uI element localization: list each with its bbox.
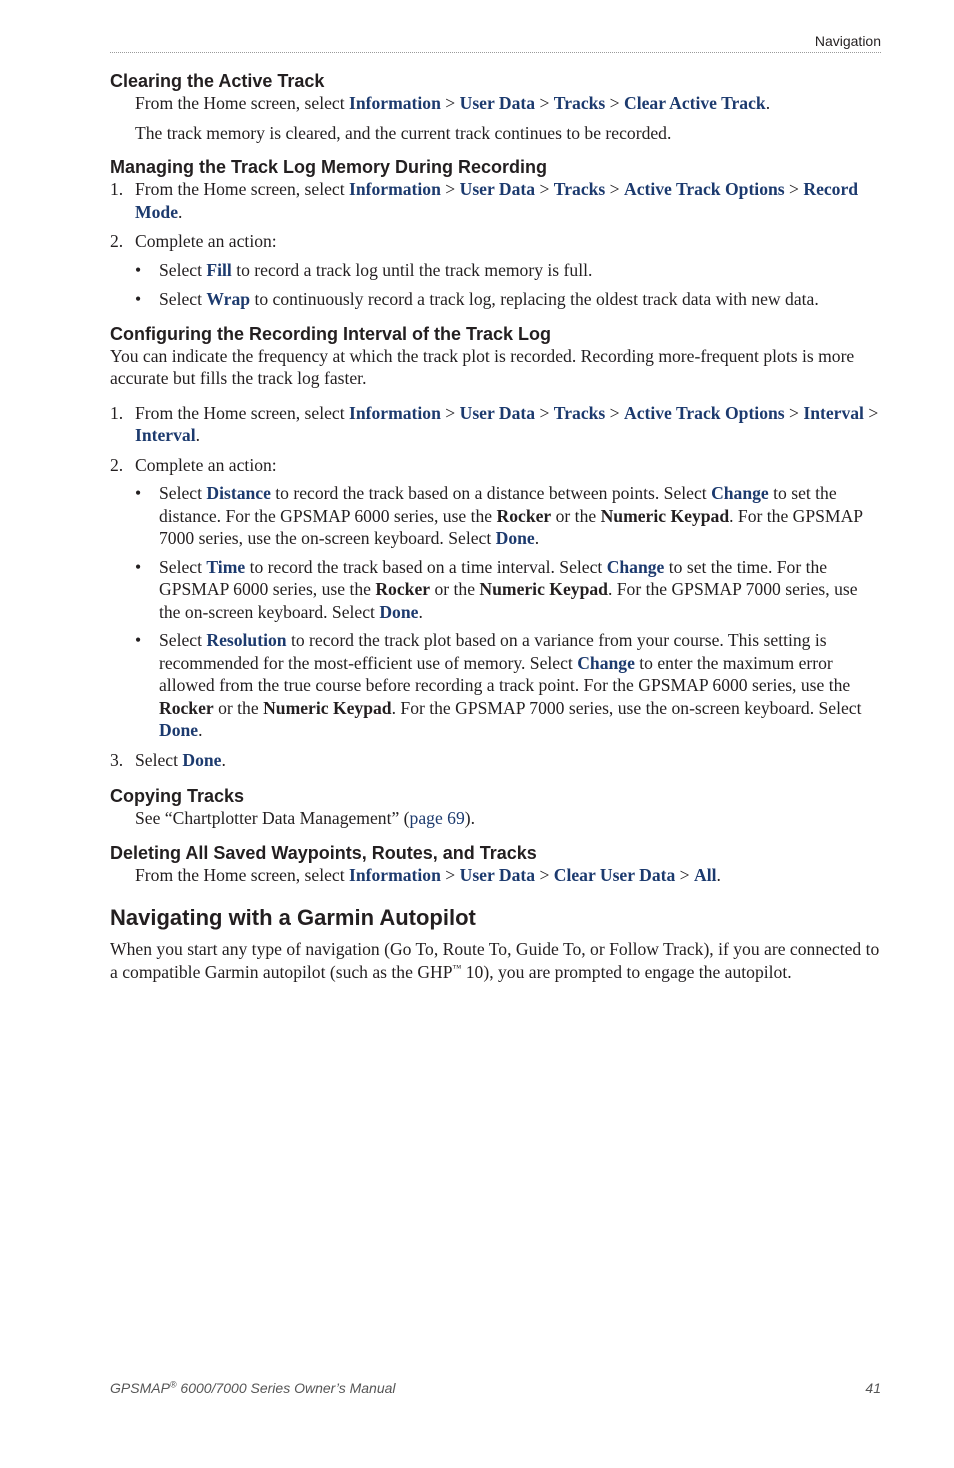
s1-step: From the Home screen, select Information > User Data > Tracks > Clear Active Track. bbox=[135, 93, 771, 113]
s3-bullet-time: • Select Time to record the track based on a time interval. Select Change to set the time. For the GPSMAP 6000 series, use the Rocker or the Numeric Keypad. For the GPSMAP 7000 series, use the on-screen keyboard. Select Done. bbox=[135, 556, 858, 622]
heading-clearing-active-track: Clearing the Active Track bbox=[110, 71, 325, 91]
s2-bullet-fill: • Select Fill to record a track log until the track memory is full. bbox=[135, 259, 593, 280]
heading-copying-tracks: Copying Tracks bbox=[110, 786, 245, 806]
content bbox=[110, 70, 881, 983]
heading-managing-track-log: Managing the Track Log Memory During Recording bbox=[110, 157, 548, 177]
menu-user-data: User Data bbox=[459, 93, 536, 113]
menu-clear-active-track: Clear Active Track bbox=[624, 93, 766, 113]
footer-manual-title: GPSMAP® 6000/7000 Series Owner’s Manual bbox=[110, 1379, 396, 1396]
s5-step: From the Home screen, select Information > User Data > Clear User Data > All. bbox=[135, 864, 721, 885]
s3-step-2: 2. Complete an action: bbox=[110, 454, 277, 475]
page-number: 41 bbox=[865, 1380, 881, 1396]
s3-step-1: 1. From the Home screen, select Information > User Data > Tracks > Active Track Options > Interval > Interval. bbox=[110, 402, 879, 445]
s4-text: See “Chartplotter Data Management” (page 69). bbox=[135, 808, 476, 828]
page-69-link[interactable]: page 69 bbox=[409, 808, 465, 828]
s3-bullet-resolution: • Select Resolution to record the track plot based on a variance from your course. This setting is recommended for the most-efficient use of memory. Select Change to enter the maximum error allowed from the true course before recording a track point. For the GPSMAP 6000 series, use the Rocker or the Numeric Keypad. For the GPSMAP 7000 series, use the on-screen keyboard. Select Done. bbox=[135, 630, 862, 740]
s2-step-2: 2. Complete an action: bbox=[110, 231, 277, 251]
menu-information: Information bbox=[349, 93, 441, 113]
heading-recording-interval: Configuring the Recording Interval of the Track Log bbox=[110, 323, 552, 344]
heading-deleting-saved: Deleting All Saved Waypoints, Routes, and Tracks bbox=[110, 842, 537, 863]
heading-garmin-autopilot: Navigating with a Garmin Autopilot bbox=[110, 905, 476, 930]
running-head: Navigation bbox=[814, 33, 881, 49]
menu-tracks: Tracks bbox=[553, 93, 606, 113]
s3-bullet-distance: • Select Distance to record the track based on a distance between points. Select Change to set the distance. For the GPSMAP 6000 series, use the Rocker or the Numeric Keypad. For the GPSMAP 7000 series, use the on-screen keyboard. Select Done. bbox=[135, 483, 863, 548]
s6-text: When you start any type of navigation (Go To, Route To, Guide To, or Follow Track), if you are connected to a compatible Garmin autopilot (such as the GHP™ 10), you are prompted to engage the autopilot. bbox=[110, 939, 880, 982]
header-rule bbox=[110, 52, 881, 53]
s1-result: The track memory is cleared, and the current track continues to be recorded. bbox=[135, 122, 672, 143]
s3-step-3: 3. Select Done. bbox=[110, 749, 226, 770]
s2-step-1: 1. From the Home screen, select Information > User Data > Tracks > Active Track Options > Record Mode. bbox=[110, 179, 859, 222]
s2-bullet-wrap: • Select Wrap to continuously record a track log, replacing the oldest track data with new data. bbox=[135, 289, 819, 309]
s3-intro: You can indicate the frequency at which the track plot is recorded. Recording more-frequent plots is more accurate but fills the track log faster. bbox=[110, 345, 855, 388]
